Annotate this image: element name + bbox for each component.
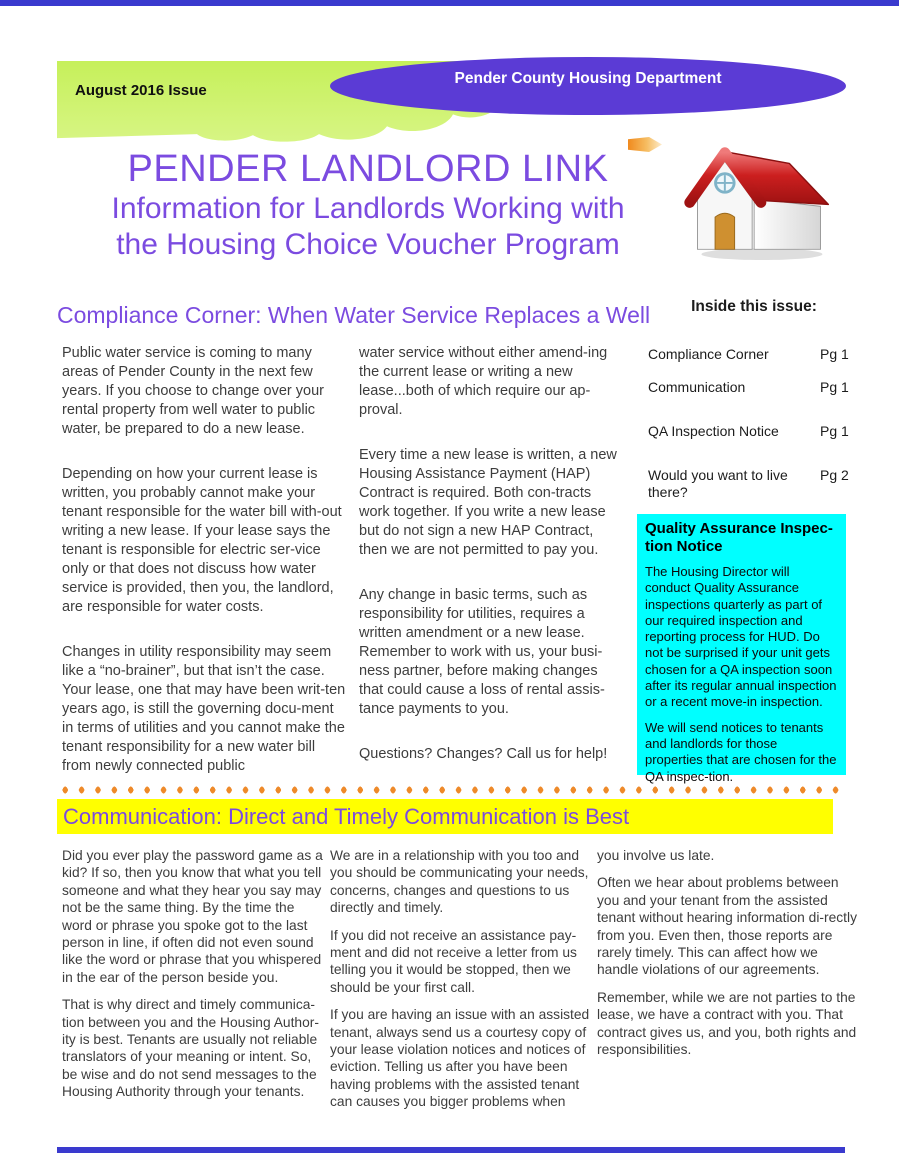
paragraph: Any change in basic terms, such as responsibility for utilities, requires a written amendment or a new lease. Remember to work with us, your busi-ness partner, before making changes that could cause a loss of rental assis-tance payments to you. <box>359 587 605 717</box>
issue-date-label: August 2016 Issue <box>75 82 207 99</box>
paragraph: Public water service is coming to many areas of Pender County in the next few years. If you choose to change over your rental property from well water to public water, be prepared to do a new lease. <box>62 345 324 437</box>
paragraph: We are in a relationship with you too and you should be communicating your needs, concerns, changes and questions to us directly and timely. <box>330 848 589 916</box>
paragraph: Remember, while we are not parties to the lease, we have a contract with you. That contract gives us, and you, both rights and responsibilities. <box>597 989 857 1058</box>
toc-item-label: Would you want to live there? <box>648 467 788 500</box>
communication-column-3 <box>597 847 861 1068</box>
newsletter-subtitle-line2: the Housing Choice Voucher Program <box>116 228 620 261</box>
toc-item <box>648 467 860 501</box>
toc-item <box>648 346 860 363</box>
toc-item <box>648 379 860 396</box>
paragraph: If you are having an issue with an assisted tenant, always send us a courtesy copy of your lease violation notices and notices of eviction. Telling us after you have been having problems with the assisted tenant can causes you bigger problems when <box>330 1007 590 1110</box>
paragraph: Often we hear about problems between you and your tenant from the assisted tenant without hearing information di-rectly from you. Even then, those reports are rarely timely. This can affect how we handle violations of our agreements. <box>597 875 857 978</box>
paragraph: water service without either amend-ing the current lease or writing a new lease...both of which require our ap-proval. <box>359 345 608 418</box>
inside-this-issue <box>648 298 860 501</box>
paragraph: Depending on how your current lease is written, you probably cannot make your tenant responsible for the water bill with-out writing a new lease. If your lease says the tenant is responsible for electric ser-vice only or that does not discuss how water service is provided, then you, the landlord, are responsible for water costs. <box>62 466 342 615</box>
toc-item-page: Pg 1 <box>820 423 849 439</box>
paragraph: We will send notices to tenants and landlords for those properties that are chosen for the QA inspec-tion. <box>645 719 837 784</box>
paragraph: Changes in utility responsibility may seem like a “no-brainer”, but that isn’t the case. Your lease, one that may have been writ-ten years ago, is still the governing docu-ment in terms of utilities and you cannot make the tenant responsibility for a new water bill from newly connected public <box>62 644 346 774</box>
toc-item-label: QA Inspection Notice <box>648 423 779 439</box>
toc-item-label: Communication <box>648 379 746 395</box>
toc-item-label: Compliance Corner <box>648 346 769 362</box>
newsletter-title: PENDER LANDLORD LINK <box>127 148 609 190</box>
compliance-column-2 <box>359 344 622 790</box>
communication-heading: Communication: Direct and Timely Communication is Best <box>63 803 630 829</box>
department-banner-text: Pender County Housing Department <box>454 70 722 87</box>
top-rule <box>0 0 899 6</box>
compliance-column-1 <box>62 344 346 802</box>
paragraph: If you did not receive an assistance pay-ment and did not receive a letter from us telling you it would be stopped, then we should be your first call. <box>330 927 577 995</box>
communication-heading-bar <box>57 799 833 834</box>
paragraph: Questions? Changes? Call us for help! <box>359 746 608 762</box>
paragraph: you involve us late. <box>597 848 715 863</box>
bottom-rule <box>57 1147 845 1153</box>
toc-item-page: Pg 1 <box>820 379 849 395</box>
paragraph: Every time a new lease is written, a new Housing Assistance Payment (HAP) Contract is required. Both con-tracts work together. If you write a new lease but do not sign a new HAP Contract, then we are not permitted to pay you. <box>359 447 617 558</box>
toc-item-page: Pg 2 <box>820 467 849 483</box>
qa-notice-heading: Quality Assurance Inspec-tion Notice <box>645 520 833 555</box>
toc-item-page: Pg 1 <box>820 346 849 362</box>
paragraph: The Housing Director will conduct Quality Assurance inspections quarterly as part of our required inspection and reporting process for HUD. Do not be surprised if your unit gets chosen for a QA inspection soon after its regular annual inspection or a recent move-in inspection. <box>645 564 837 710</box>
newsletter-subtitle-line1: Information for Landlords Working with <box>111 192 625 225</box>
paragraph: Did you ever play the password game as a kid? If so, then you know that what you tell someone and what they hear you say may not be the same thing. By the time the word or phrase you spoke got to the last person in line, if often did not even sound like the word or phrase that you whispered in the ear of the person beside you. <box>62 848 323 985</box>
communication-column-1 <box>62 847 325 1111</box>
communication-column-2 <box>330 847 594 1121</box>
paragraph: That is why direct and timely communica-tion between you and the Housing Author-ity is best. Tenants are usually not reliable translators of your meaning or intent. So, be wise and do not send messages to the Housing Authority through your tenants. <box>62 997 319 1100</box>
inside-this-issue-heading: Inside this issue: <box>691 298 817 315</box>
compliance-heading: Compliance Corner: When Water Service Replaces a Well <box>57 302 651 328</box>
house-icon <box>684 140 834 262</box>
qa-inspection-notice-box <box>637 514 846 784</box>
masthead-title-block <box>57 147 679 263</box>
dotted-divider <box>57 786 847 794</box>
department-banner <box>330 57 846 115</box>
toc-item <box>648 423 860 440</box>
